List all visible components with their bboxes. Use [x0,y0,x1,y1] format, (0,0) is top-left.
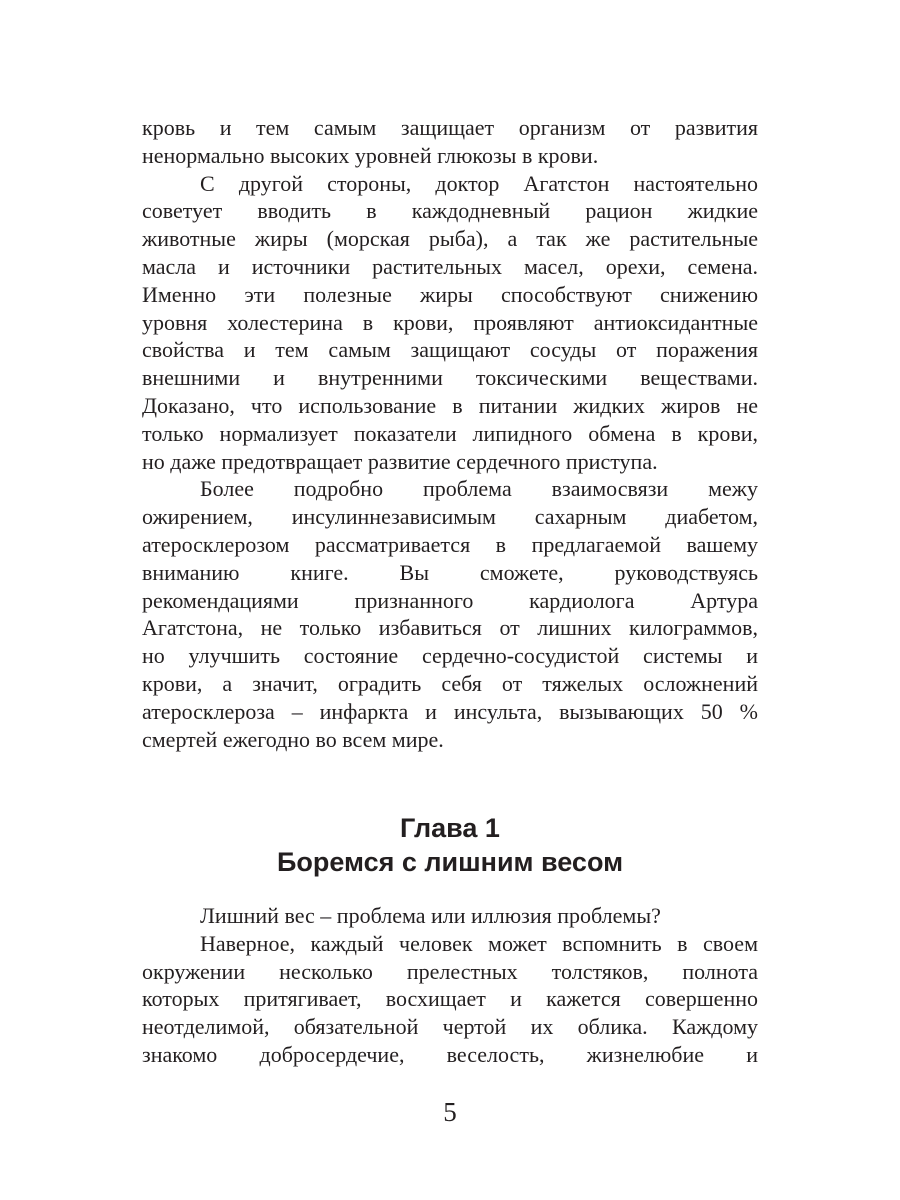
text-line: но улучшить состояние сердечно-сосудистой системы и [142,643,758,669]
page-number: 5 [443,1097,457,1127]
text-line: кровь и тем самым защищает организм от развития [142,115,758,140]
text-line: внешними и внутренними токсическими веществами. [142,365,758,391]
text-line: С другой стороны, доктор Агатстон настоятельно [200,170,758,196]
text-line: свойства и тем самым защищают сосуды от поражения [142,337,758,363]
text-line: масла и источники растительных масел, орехи, семена. [142,253,758,279]
text-line: Доказано, что использование в питании жидких жиров не [142,392,758,418]
text-line: только нормализует показатели липидного обмена в крови, [142,420,758,446]
text-line: атеросклерозом рассматривается в предлагаемой вашему [142,531,758,557]
text-line: Лишний вес – проблема или иллюзия проблемы? [200,903,661,928]
text-line: ожирением, инсулиннезависимым сахарным диабетом, [142,504,758,530]
paragraph-1 [142,114,758,170]
paragraph-2 [142,170,758,476]
text-line: знакомо добросердечие, веселость, жизнелюбие и [142,1041,758,1067]
text-line: Агатстона, не только избавиться от лишних килограммов, [142,615,758,641]
text-line: Наверное, каждый человек может вспомнить в своем [200,930,758,956]
chapter-title: Боремся с лишним весом [276,847,624,877]
text-line: ненормально высоких уровней глюкозы в крови. [142,142,599,168]
text-line: уровня холестерина в крови, проявляют антиоксидантные [142,309,758,335]
text-line: животные жиры (морская рыба), а так же растительные [142,226,758,252]
paragraph-4 [142,902,758,930]
body-text-top [142,114,758,753]
text-line: неотделимой, обязательной чертой их облика. Каждому [142,1014,758,1040]
text-line: вниманию книге. Вы сможете, руководствуясь [142,559,758,585]
text-line: атеросклероза – инфаркта и инсульта, вызывающих 50 % [142,698,758,724]
text-line: Более подробно проблема взаимосвязи межу [200,476,758,502]
text-line: смертей ежегодно во всем мире. [142,726,444,752]
paragraph-5 [142,930,758,1069]
text-line: советует вводить в каждодневный рацион жидкие [142,198,758,224]
text-line: Именно эти полезные жиры способствуют снижению [142,281,758,307]
text-line: рекомендациями признанного кардиолога Артура [142,587,758,613]
text-line: окружении несколько прелестных толстяков, полнота [142,958,758,984]
body-text-bottom [142,902,758,1069]
text-line: но даже предотвращает развитие сердечного приступа. [142,448,658,474]
chapter-number: Глава 1 [400,813,500,843]
text-line: которых притягивает, восхищает и кажется совершенно [142,986,758,1012]
paragraph-3 [142,475,758,753]
text-line: крови, а значит, оградить себя от тяжелых осложнений [142,670,758,696]
